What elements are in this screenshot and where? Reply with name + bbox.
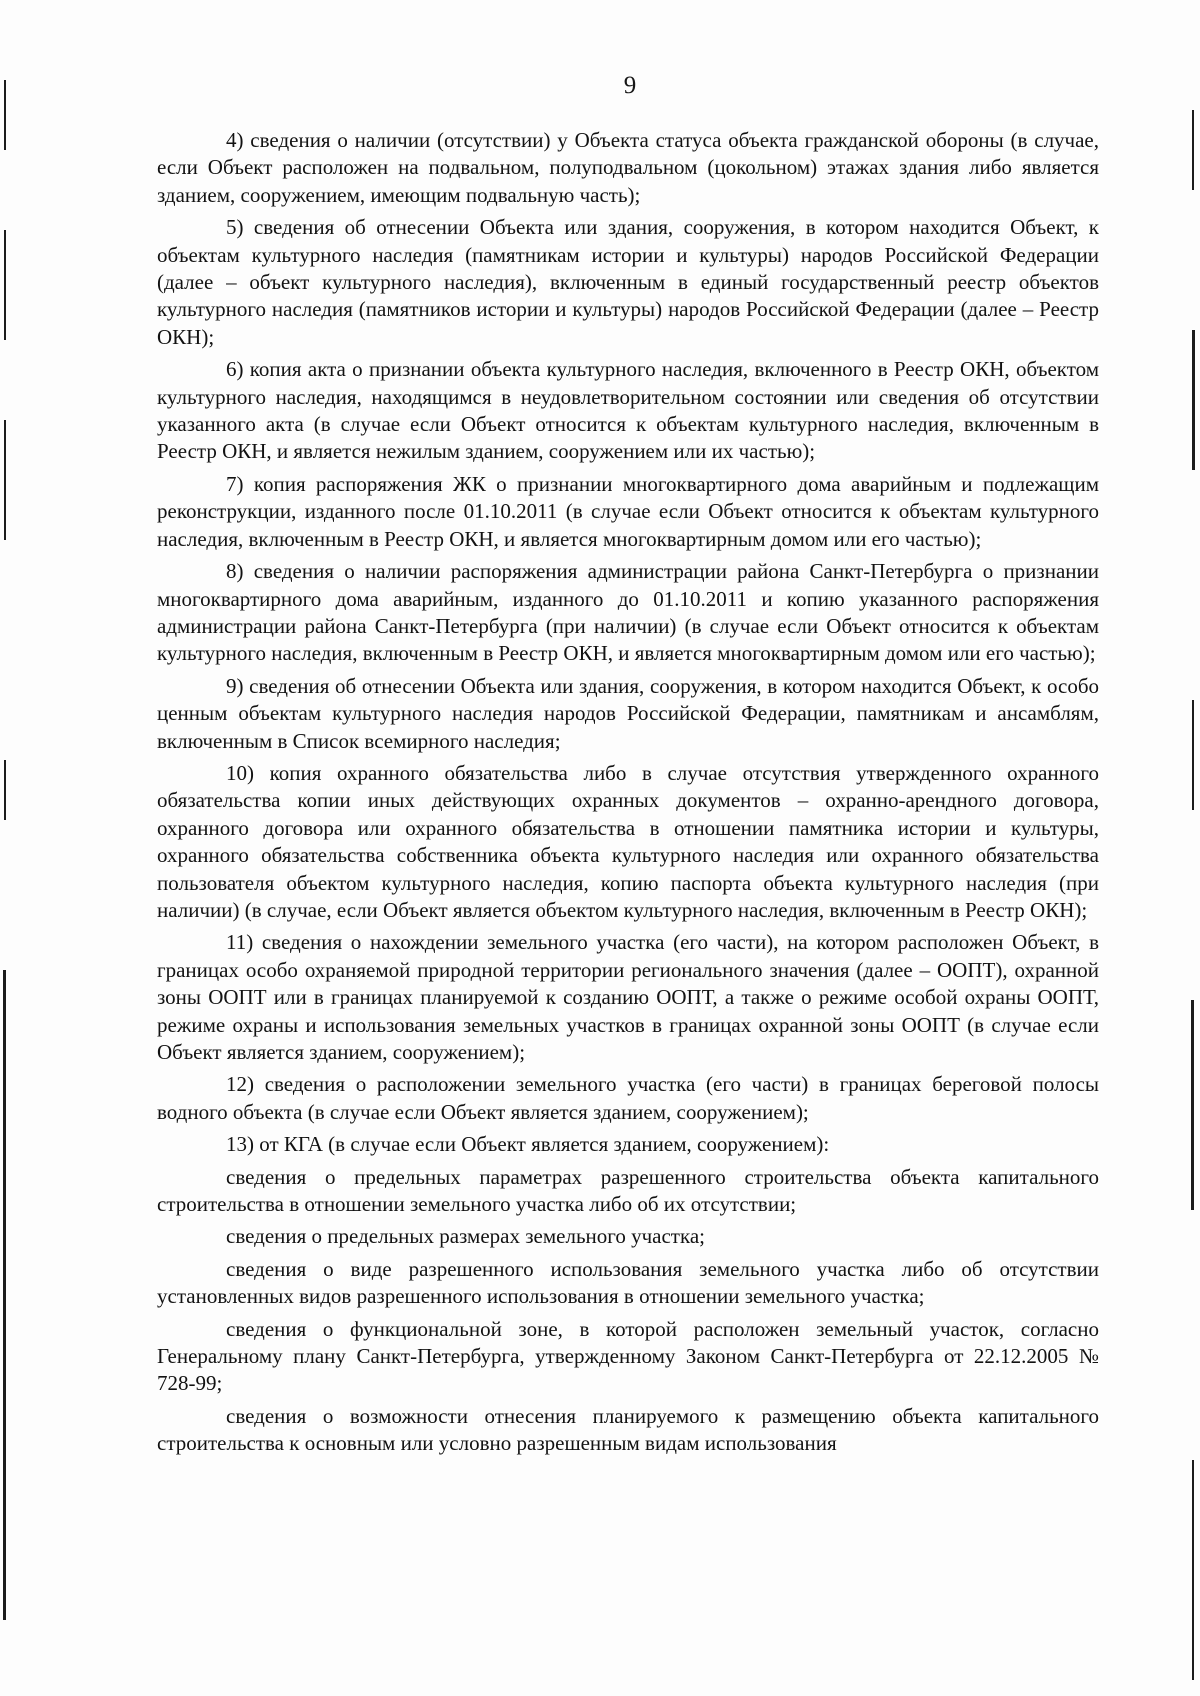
scan-edge-left-upper xyxy=(4,230,6,340)
scan-edge-right-upper xyxy=(1192,330,1195,470)
scan-edge-left-middle xyxy=(4,420,6,540)
paragraph-item-5: 5) сведения об отнесении Объекта или здания, сооружения, в котором находится Объект, к объектам культурного наследия (памятникам истории и культуры) народов Российской Федерации (далее – объект культурного наследия), включенным в единый государственный реестр объектов культурного наследия (памятников истории и культуры) народов Российской Федерации (далее – Реестр ОКН); xyxy=(157,215,1099,349)
scan-edge-right-top xyxy=(1192,110,1194,190)
paragraph-item-11: 11) сведения о нахождении земельного участка (его части), на котором расположен Объект, в границах особо охраняемой природной территории регионального значения (далее – ООПТ), охранной зоны ООПТ или в границах планируемой к созданию ООПТ, а также о режиме особой охраны ООПТ, режиме охраны и использования земельных участков в границах охранной зоны ООПТ (в случае если Объект является зданием, сооружением); xyxy=(157,930,1099,1064)
paragraph-item-10: 10) копия охранного обязательства либо в случае отсутствия утвержденного охранного обязательства копии иных действующих охранных документов – охранно-арендного договора, охранного договора или охранного обязательства в отношении памятника истории и культуры, охранного обязательства собственника объекта культурного наследия или охранного обязательства пользователя объектом культурного наследия, копию паспорта объекта культурного наследия (при наличии) (в случае, если Объект является объектом культурного наследия, включенным в Реестр ОКН); xyxy=(157,760,1099,922)
paragraph-item-4: 4) сведения о наличии (отсутствии) у Объекта статуса объекта гражданской обороны (в случае, если Объект расположен на подвальном, полуподвальном (цокольном) этажах здания либо является зданием, сооружением, имеющим подвальную часть); xyxy=(157,128,1099,207)
paragraph-subitem-functional-zone: сведения о функциональной зоне, в которой расположен земельный участок, согласно Генеральному плану Санкт-Петербурга, утвержденному Законом Санкт-Петербурга от 22.12.2005 № 728-99; xyxy=(157,1316,1099,1396)
paragraph-item-9: 9) сведения об отнесении Объекта или здания, сооружения, в котором находится Объект, к особо ценным объектам культурного наследия народов Российской Федерации, памятникам и ансамблям, включенным в Список всемирного наследия; xyxy=(157,673,1099,753)
paragraph-item-13: 13) от КГА (в случае если Объект является зданием, сооружением): xyxy=(226,1132,830,1157)
paragraph-item-6: 6) копия акта о признании объекта культурного наследия, включенного в Реестр ОКН, объектом культурного наследия, находящимся в неудовлетворительном состоянии или сведения об отсутствии указанного акта (в случае если Объект относится к объектам культурного наследия, включенным в Реестр ОКН, и является нежилым зданием, сооружением или их частью); xyxy=(157,357,1099,464)
paragraph-item-12: 12) сведения о расположении земельного участка (его части) в границах береговой полосы водного объекта (в случае если Объект является зданием, сооружением); xyxy=(157,1072,1099,1124)
scan-edge-left-lower xyxy=(4,760,6,820)
paragraph-subitem-permitted-use: сведения о виде разрешенного использования земельного участка либо об отсутствии установленных видов разрешенного использования в отношении земельного участка; xyxy=(157,1256,1099,1309)
paragraph-subitem-parameters: сведения о предельных параметрах разрешенного строительства объекта капитального строительства в отношении земельного участка либо об их отсутствии; xyxy=(157,1164,1099,1217)
paragraph-subitem-sizes: сведения о предельных размерах земельного участка; xyxy=(226,1224,706,1249)
scan-edge-right-middle xyxy=(1192,700,1194,810)
scan-edge-right-lower xyxy=(1191,1000,1194,1210)
paragraph-subitem-use-types: сведения о возможности отнесения планируемого к размещению объекта капитального строительства к основным или условно разрешенным видам использования xyxy=(157,1403,1099,1456)
paragraph-item-7: 7) копия распоряжения ЖК о признании многоквартирного дома аварийным и подлежащим реконструкции, изданного после 01.10.2011 (в случае если Объект относится к объектам культурного наследия, включенным в Реестр ОКН, и является многоквартирным домом или его частью); xyxy=(157,471,1099,551)
document-body xyxy=(157,127,1099,1458)
paragraph-item-8: 8) сведения о наличии распоряжения администрации района Санкт-Петербурга о признании многоквартирного дома аварийным, изданного до 01.10.2011 и копию указанного распоряжения администрации района Санкт-Петербурга (при наличии) (в случае если Объект относится к объектам культурного наследия, включенным в Реестр ОКН, и является многоквартирным домом или его частью); xyxy=(157,559,1099,666)
scan-edge-right-bottom xyxy=(1192,1460,1194,1680)
scan-edge-left-bottom xyxy=(3,970,6,1620)
page-number: 9 xyxy=(623,72,637,99)
